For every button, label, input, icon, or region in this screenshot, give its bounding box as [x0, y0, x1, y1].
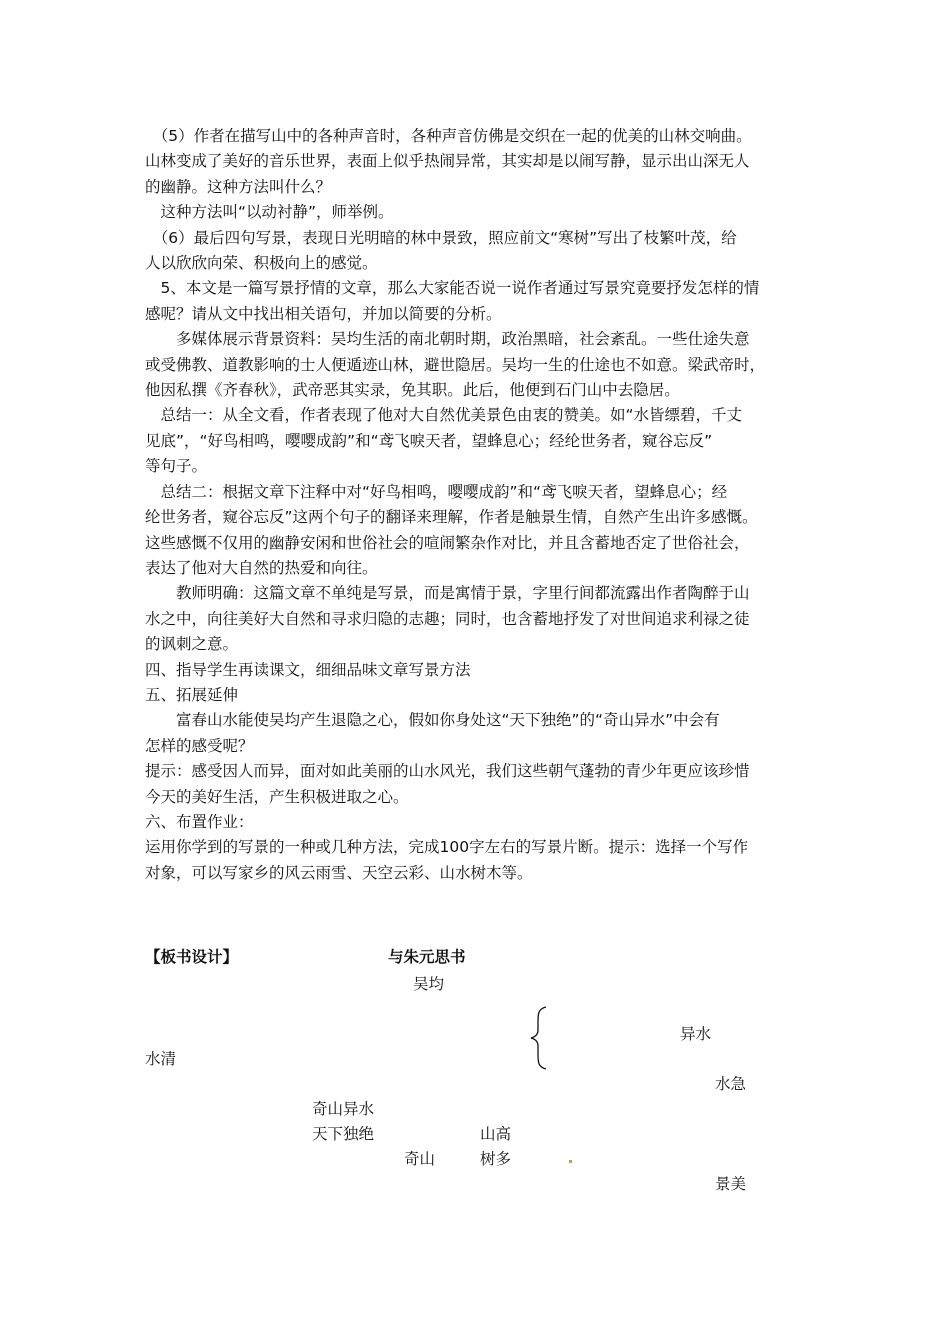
section-heading: 五、拓展延伸 — [145, 685, 239, 704]
board-yishui: 异水 — [680, 1025, 712, 1043]
paragraph-line: 表达了他对大自然的热爱和向往。 — [145, 558, 378, 577]
paragraph-line: 见底”，“好鸟相鸣，嘤嘤成韵”和“鸢飞唳天者，望蜂息心；经纶世务者，窥谷忘反” — [145, 431, 713, 450]
section-heading: 四、指导学生再读课文，细细品味文章写景方法 — [145, 660, 471, 679]
paragraph-line: 水之中，向往美好大自然和寻求归隐的志趣；同时，也含蓄地抒发了对世间追求利禄之徒 — [145, 609, 750, 628]
paragraph-line: 今天的美好生活，产生积极进取之心。 — [145, 787, 409, 806]
paragraph-line: 教师明确：这篇文章不单纯是写景，而是寓情于景，字里行间都流露出作者陶醉于山 — [145, 584, 750, 603]
paragraph-line: 提示：感受因人而异，面对如此美丽的山水风光，我们这些朝气蓬勃的青少年更应该珍惜 — [145, 762, 750, 781]
paragraph-line: 总结一：从全文看，作者表现了他对大自然优美景色由衷的赞美。如“水皆缥碧，千丈 — [145, 406, 743, 425]
paragraph-line: 山林变成了美好的音乐世界，表面上似乎热闹异常，其实却是以闹写静，显示出山深无人 — [145, 152, 750, 171]
paragraph-line: 怎样的感受呢？ — [145, 736, 254, 755]
paragraph-line: （6）最后四句写景，表现日光明暗的林中景致，照应前文“寒树”写出了枝繁叶茂，给 — [145, 228, 737, 247]
paragraph-line: 富春山水能使吴均产生退隐之心，假如你身处这“天下独绝”的“奇山异水”中会有 — [145, 711, 720, 730]
board-qishan: 奇山 — [404, 1150, 436, 1168]
paragraph-line: 总结二：根据文章下注释中对“好鸟相鸣，嘤嘤成韵”和“鸢飞唳天者，望蜂息心；经 — [145, 482, 728, 501]
paragraph-line: 或受佛教、道教影响的士人便遁迹山林，避世隐居。吴均一生的仕途也不如意。梁武帝时， — [145, 355, 766, 374]
board-shuiqing: 水清 — [145, 1050, 177, 1068]
board-heading: 【板书设计】 — [145, 948, 239, 966]
board-shuduo: 树多 — [480, 1150, 512, 1168]
board-title: 与朱元思书 — [388, 948, 466, 966]
board-shangao: 山高 — [480, 1125, 512, 1143]
paragraph-line: 纶世务者，窥谷忘反”这两个句子的翻译来理解，作者是触景生情，自然产生出许多感慨。 — [145, 508, 758, 527]
board-shuiji: 水急 — [715, 1075, 747, 1093]
paragraph-line: 多媒体展示背景资料：吴均生活的南北朝时期，政治黑暗，社会紊乱。一些仕途失意 — [145, 330, 750, 349]
paragraph-line: 的讽刺之意。 — [145, 635, 239, 654]
curly-brace-icon — [528, 1006, 550, 1070]
paragraph-line: 5、本文是一篇写景抒情的文章，那么大家能否说一说作者通过写景究竟要抒发怎样的情 — [145, 279, 760, 298]
board-qishanyishui: 奇山异水 — [312, 1100, 375, 1118]
paragraph-line: 感呢？请从文中找出相关语句，并加以简要的分析。 — [145, 304, 502, 323]
paragraph-line: 人以欣欣向荣、积极向上的感觉。 — [145, 254, 378, 273]
paragraph-line: 对象，可以写家乡的风云雨雪、天空云彩、山水树木等。 — [145, 863, 533, 882]
board-author: 吴均 — [413, 975, 445, 993]
board-jingmei: 景美 — [715, 1175, 747, 1193]
paragraph-line: 运用你学到的写景的一种或几种方法，完成100字左右的写景片断。提示：选择一个写作 — [145, 838, 749, 857]
paragraph-line: 等句子。 — [145, 457, 208, 476]
paragraph-line: 的幽静。这种方法叫什么？ — [145, 177, 332, 196]
ink-speck — [569, 1160, 572, 1163]
paragraph-line: （5）作者在描写山中的各种声音时，各种声音仿佛是交织在一起的优美的山林交响曲。 — [145, 127, 752, 145]
paragraph-line: 他因私撰《齐春秋》，武帝恶其实录，免其职。此后，他便到石门山中去隐居。 — [145, 381, 680, 400]
paragraph-line: 这种方法叫“以动衬静”，师举例。 — [145, 203, 394, 222]
board-tianxiadujue: 天下独绝 — [312, 1125, 375, 1143]
paragraph-line: 这些感慨不仅用的幽静安闲和世俗社会的喧闹繁杂作对比，并且含蓄地否定了世俗社会， — [145, 533, 750, 552]
lesson-text — [145, 124, 815, 886]
section-heading: 六、布置作业： — [145, 812, 254, 831]
